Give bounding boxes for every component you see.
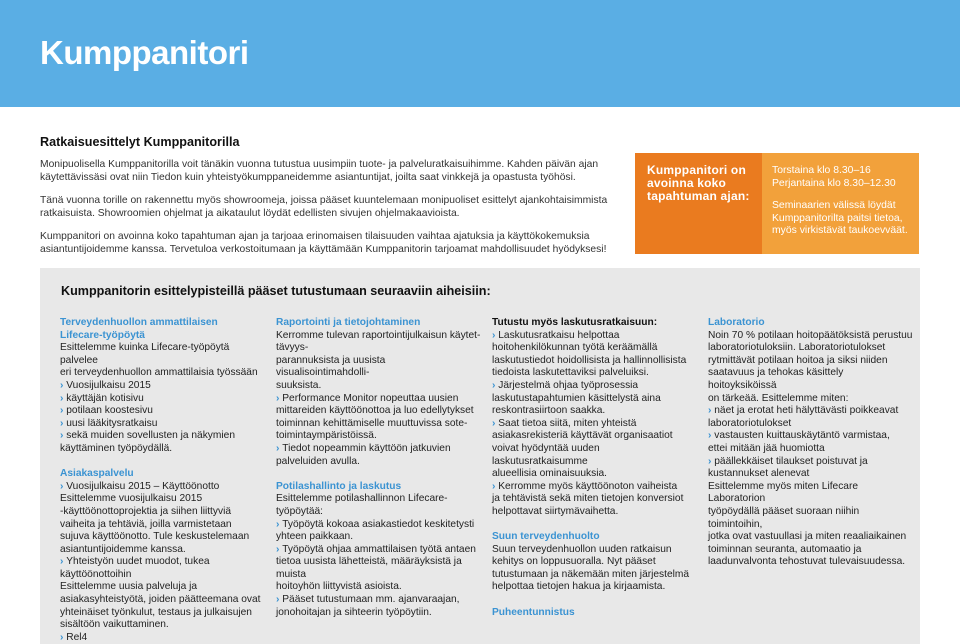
topic-text-line: kehitys on loppusuoralla. Nyt pääset [492, 556, 656, 568]
opening-time-friday: Perjantaina klo 8.30–12.30 [772, 177, 896, 189]
topic-text-line: laskutustapahtumien käsittelystä aina [492, 392, 661, 404]
topic-text-line: laskutustiedot hoidollisista ja hallinnollisista [492, 354, 687, 366]
topic-text-line: Esittelemme potilashallinnon Lifecare- [276, 493, 448, 505]
opening-time-thursday: Torstaina klo 8.30–16 [772, 165, 871, 176]
topic-text-line: tiedoista laskutettaviksi palveluiksi. [492, 367, 649, 379]
topic-text-line: -käyttöönottoprojektia ja siihen liittyviä [60, 505, 232, 517]
topic-text-line: laadunvalvonta tehostuvat tulevaisuudessa. [708, 556, 906, 568]
topic-text-line: helpottaa tietojen hakua ja kirjaamista. [492, 581, 666, 593]
topic-text-line: Esittelemme vuosijulkaisu 2015 [60, 493, 203, 505]
topic-bullet-line: › Performance Monitor nopeuttaa uusien [276, 393, 481, 406]
topic-text-line: ettei mitään jää huomiotta [708, 442, 825, 454]
topic-text-line: hoitoyhön liittyvistä asioista. [276, 581, 402, 593]
topic-text-line: Esittelemme kuinka Lifecare-työpöytä palvelee [60, 342, 230, 366]
topic-text-line: toimintaympäristöissä. [276, 430, 377, 442]
topic-text-line: laboratoriotulokset [708, 417, 792, 429]
topic-heading: Terveydenhuollon ammattilaisen [60, 317, 218, 328]
opening-hours-box [635, 153, 919, 254]
topic-bullet-line: › potilaan koostesivu [60, 405, 265, 418]
topic-text-line: jonohoitajan ja sihteerin työpöytiin. [276, 606, 432, 618]
topic-bullet-line: › käyttäjän kotisivu [60, 393, 265, 406]
topic-heading: Tutustu myös laskutusratkaisuun: [492, 317, 658, 328]
topic-text-line: tävyys- [276, 342, 309, 354]
topic-bullet-line: › uusi lääkitysratkaisu [60, 418, 265, 431]
intro-heading: Ratkaisuesittelyt Kumppanitorilla [40, 135, 240, 149]
topic-text-line: palveluiden avulla. [276, 455, 360, 467]
topic-text-line: Esittelemme myös miten Lifecare Laboratorion [708, 480, 859, 505]
topic-text-line: ja tehtävistä sekä miten tietojen konversiot [492, 493, 684, 505]
topic-text-line: Noin 70 % potilaan hoitopäätöksistä perustuu [708, 329, 913, 341]
topic-text-line: Esittelemme uusia palveluja ja [60, 581, 198, 593]
topic-bullet-line: › Kerromme myös käyttöönoton vaiheista [492, 481, 697, 494]
topic-text-line: on tärkeää. Esittelemme miten: [708, 392, 849, 404]
topic-text-line: asiakasrekisteriä käyttävät organisaatiot [492, 430, 673, 442]
topic-bullet-line: › Saat tietoa siitä, miten yhteistä [492, 418, 697, 431]
topics-panel [40, 268, 920, 644]
opening-hours-note: Seminaarien välissä löydät Kumppanitorilta paitsi tietoa, myös virkistävät taukoevväät. [772, 200, 908, 237]
topic-bullet-line: › Yhteistyön uudet muodot, tukea [60, 556, 265, 569]
topic-text-line: helpottavat siirtymävaihetta. [492, 505, 619, 517]
topic-text-line: eri terveydenhuollon ammattilaisia työssään [60, 367, 258, 379]
topic-bullet-line: › Vuosijulkaisu 2015 [60, 380, 265, 393]
topics-column-4 [708, 317, 913, 569]
topic-text-line: yhteen paikkaan. [276, 531, 354, 543]
topic-bullet-line: › Vuosijulkaisu 2015 – Käyttöönotto [60, 481, 265, 494]
topic-text-line: sujuva käyttöönotto. Tule keskustelemaan [60, 531, 250, 543]
opening-hours-text [772, 165, 914, 238]
topic-heading: Asiakaspalvelu [60, 468, 134, 480]
topic-text-line: Kerromme tulevan raportointijulkaisun käytet- [276, 329, 481, 341]
topic-bullet-line: › sekä muiden sovellusten ja näkymien [60, 430, 265, 443]
topic-bullet-line: › Järjestelmä ohjaa työprosessia [492, 380, 697, 393]
topic-heading: Puheentunnistus [492, 606, 575, 618]
topic-heading: Suun terveydenhuolto [492, 531, 600, 543]
topic-text-line: Suun terveydenhuollon uuden ratkaisun [492, 543, 672, 555]
topic-heading: Laboratorio [708, 317, 765, 328]
topic-text-line: voivat hyödyntää uuden laskutusratkaisumme [492, 442, 600, 467]
topic-text-line: yhteinäiset työnkulut, testaus ja julkaisujen [60, 606, 252, 618]
topic-text-line: mittareiden käyttöönottoa ja luo edellytykset [276, 405, 474, 417]
topic-heading: Potilashallinto ja laskutus [276, 480, 402, 492]
topic-bullet-line: › vastausten kuittauskäytäntö varmistaa, [708, 430, 913, 443]
topic-text-line: rytmittävät potilaan hoitoa ja siksi niiden [708, 354, 888, 366]
topic-text-line: jotka ovat vastuullasi ja miten reaaliaikainen [708, 531, 907, 543]
topic-text-line: suuksista. [276, 379, 322, 391]
intro-paragraph: Kumppanitori on avoinna koko tapahtuman ajan ja tarjoaa erinomaisen tilaisuuden vaihtaa ajatuksia ja käyttökokemuksia asiantuntijoidemme kanssa. Tervetuloa verkostoitumaan ja käyttämään Kumppanitorin tarjoamat mahdollisuudet hyödyksesi! [40, 231, 607, 255]
topic-bullet-line: › Laskutusratkaisu helpottaa [492, 330, 697, 343]
topics-column-2 [276, 317, 481, 619]
topic-text-line: käyttöönottoihin [60, 568, 132, 580]
topic-text-line: parannuksista ja uusista visualisointimahdolli- [276, 354, 386, 379]
topic-text-line: tietoa uusista lähetteistä, määräyksistä ja muista [276, 556, 462, 580]
topic-text-line: sisältöön vaikuttaminen. [60, 619, 169, 631]
topic-text-line: toiminnan kehittämiselle muuttuvissa sote- [276, 417, 468, 429]
topic-text-line: käyttäminen työpöydällä. [60, 442, 173, 454]
topic-text-line: toiminnan seuranta, automaatio ja [708, 543, 862, 555]
topic-bullet-line: › näet ja erotat heti hälyttävästi poikkeavat [708, 405, 913, 418]
topic-text-line: saatavuus ja tehokas käsittely hoitoyksiköissä [708, 367, 844, 391]
intro-section [40, 136, 612, 266]
topic-bullet-line: › Työpöytä kokoaa asiakastiedot keskitetysti [276, 519, 481, 532]
topics-column-1 [60, 317, 265, 644]
topic-text-line: laboratoriotuloksiin. Laboratoriotulokset [708, 342, 886, 354]
topic-text-line: vaiheita ja tehtäviä, joilla varmistetaan [60, 518, 232, 530]
topic-bullet-line: › Pääset tutustumaan mm. ajanvaraajan, [276, 594, 481, 607]
page-title: Kumppanitori [40, 34, 249, 71]
topic-text-line: asiakasyhteistyötä, joiden päätteemana ovat [60, 594, 261, 606]
topic-text-line: kustannukset alenevat [708, 468, 810, 480]
topic-bullet-line: › Rel4 [60, 632, 265, 644]
topics-column-3 [492, 317, 697, 619]
topic-text-line: hoitohenkilökunnan työtä keräämällä [492, 342, 658, 354]
topic-bullet-line: › Tiedot nopeammin käyttöön jatkuvien [276, 443, 481, 456]
topics-panel-title: Kumppanitorin esittelypisteillä pääset tutustumaan seuraaviin aiheisiin: [61, 284, 491, 298]
intro-paragraph: Monipuolisella Kumppanitorilla voit tänäkin vuonna tutustua uusimpiin tuote- ja palveluratkaisuihimme. Kahden päivän ajan käytettävissäsi ovat niin Tiedon kuin yhteistyökumppaneidemme asiantuntijat, joilta saat vinkkejä ja opastusta työhösi. [40, 159, 599, 183]
topic-text-line: alueellisia ominaisuuksia. [492, 468, 607, 480]
topic-text-line: työpöytää: [276, 505, 324, 517]
topic-text-line: tutustumaan ja näkemään miten järjestelmä [492, 568, 690, 580]
topic-text-line: asiantuntijoidemme kanssa. [60, 543, 186, 555]
topic-heading: Lifecare-työpöytä [60, 329, 145, 341]
topic-text-line: työpöydällä pääset suoraan niihin toimintoihin, [708, 505, 860, 530]
topic-bullet-line: › päällekkäiset tilaukset poistuvat ja [708, 456, 913, 469]
intro-paragraph: Tänä vuonna torille on rakennettu myös showroomeja, joissa pääset kuuntelemaan monipuoliset esittelyt ajankohtaisimmista ratkaisuista. Showroomien ohjelmat ja aikataulut löydät edellisten sivujen ohjelmakaavioista. [40, 195, 608, 219]
opening-hours-label: Kumppanitori on avoinna koko tapahtuman ajan: [635, 153, 762, 254]
topic-text-line: reskontrasiirtoon saakka. [492, 405, 606, 417]
topic-heading: Raportointi ja tietojohtaminen [276, 317, 421, 328]
topic-bullet-line: › Työpöytä ohjaa ammattilaisen työtä antaen [276, 544, 481, 557]
